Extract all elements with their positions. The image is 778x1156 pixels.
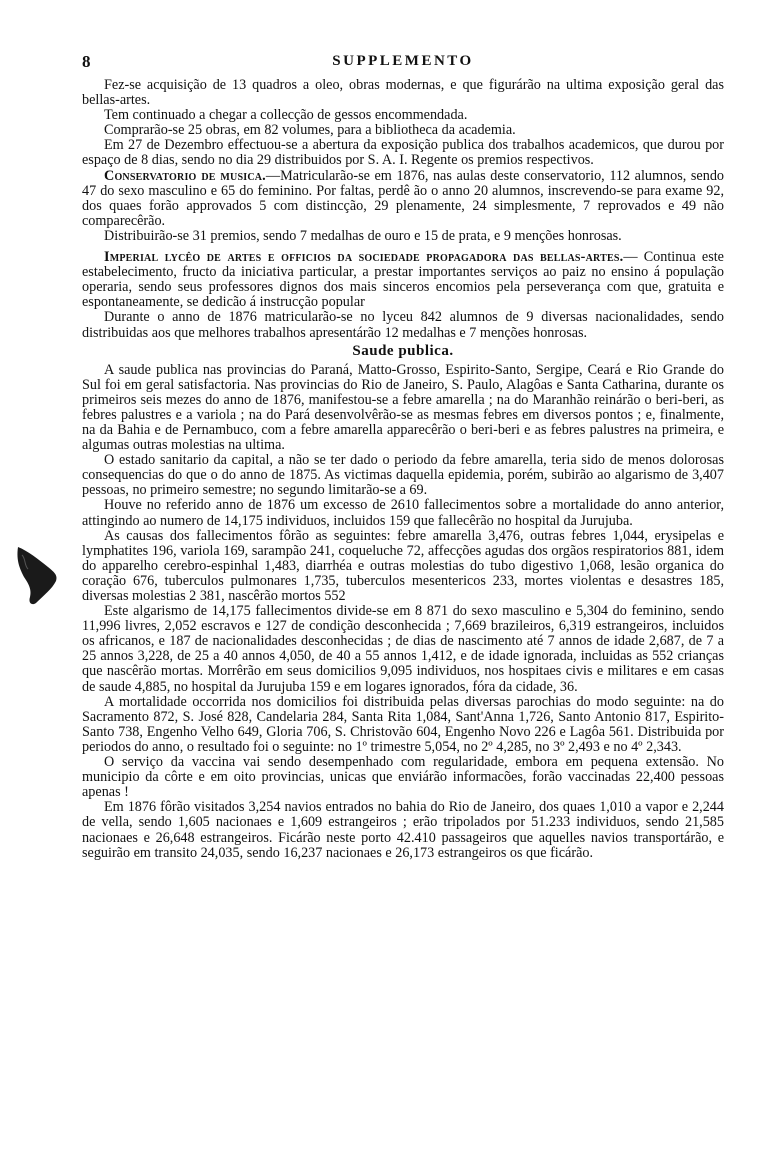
academy-section: [82, 78, 724, 169]
paragraph: Distribuirão-se 31 premios, sendo 7 medalhas de ouro e 15 de prata, e 9 menções honrosas.: [104, 227, 622, 244]
conservatorio-heading: Conservatorio de musica.: [104, 167, 266, 184]
paragraph: Durante o anno de 1876 matricularão-se no lyceu 842 alumnos de 9 diversas nacionalidades, sendo distribuidas aos que melhores trabalhos apresentárão 12 medalhas e 7 menções honrosas.: [82, 309, 724, 341]
page-number: 8: [82, 52, 91, 71]
section-title: Saude publica.: [352, 342, 454, 359]
conservatorio-section: [82, 169, 724, 244]
document-page: [82, 52, 724, 861]
ink-stain-mark: [14, 545, 60, 607]
paragraph: [82, 250, 724, 310]
paragraph: Tem continuado a chegar a collecção de gessos encommendada.: [104, 107, 468, 124]
paragraph: Este algarismo de 14,175 fallecimentos divide-se em 8 871 do sexo masculino e 5,304 do feminino, sendo 11,996 livres, 2,052 escravos e 127 de condição desconhecida ; 7,669 brazileiros, 6,319 estrangeiros, incluidos os africanos, e 187 de nacionalidades desconhecidas ; de dias de nascimento até 7 annos de idade 2,687, de 7 a 25 annos 3,228, de 25 a 40 annos 4,050, de 40 a 55 annos 1,412, e de idade ignorada, incluidas as 552 crianças que nascêrão mortas. Morrêrão em seus domicilios 9,095 individuos, nos hospitaes civis e militares e em casas de saude 4,885, no hospital da Jurujuba 159 e em logares ignorados, fóra da cidade, 36.: [82, 603, 724, 695]
paragraph-text: — Continua este estabelecimento, fructo da iniciativa particular, a prestar importantes serviços ao paiz no ensino á população operaria, sendo seus professores dignos dos mais sinceros encomios pela perseverança com que, gratuita e espontaneamente, se dedicão á instrucção popular: [82, 249, 724, 311]
paragraph-text: —Matricularão-se em 1876, nas aulas deste conservatorio, 112 alumnos, sendo 47 do sexo masculino e 65 do feminino. Por faltas, perdê ão o anno 20 alumnos, inscrevendo-se para exame 92, dos quaes forão approvados 5 com distincção, 29 plenamente, 24 simplesmente, 7 reprovados e 49 não comparecêrão.: [82, 167, 725, 229]
paragraph: Comprarão-se 25 obras, em 82 volumes, para a bibliotheca da academia.: [104, 122, 516, 139]
saude-section: [82, 343, 724, 861]
paragraph: Houve no referido anno de 1876 um excesso de 2610 fallecimentos sobre a mortalidade do anno anterior, attingindo ao numero de 14,175 individuos, incluidos 159 que fallecêrão no hospital da Jurujuba.: [82, 497, 724, 529]
paragraph: O estado sanitario da capital, a não se ter dado o periodo da febre amarella, teria sido de menos dolorosas consequencias do que o do anno de 1875. As victimas daquella epidemia, porém, subirão ao algarismo de 3,407 pessoas, no primeiro semestre; no segundo limitarão-se a 69.: [82, 452, 724, 499]
paragraph: [82, 169, 724, 229]
paragraph: Em 1876 fôrão visitados 3,254 navios entrados no bahia do Rio de Janeiro, dos quaes 1,010 a vapor e 2,244 de vella, sendo 1,605 nacionaes e 1,609 estrangeiros ; erão tripolados por 51.233 individuos, sendo 21,585 nacionaes e 26,648 estrangeiros. Ficárão neste porto 42.410 passageiros que aquelles navios transportárão, e seguirão em transito 24,035, sendo 16,237 nacionaes e 26,173 estrangeiros os que ficárão.: [82, 799, 724, 861]
paragraph: As causas dos fallecimentos fôrão as seguintes: febre amarella 3,476, outras febres 1,044, erysipelas e lymphatites 196, variola 169, sarampão 241, coqueluche 72, affecções agudas dos orgãos respiratorios 881, idem do apparelho cerebro-espinhal 1,483, diarrhéa e outras molestias do tubo digestivo 1,068, lesão organica do coração 676, tuberculos pulmonares 1,735, tuberculos mesentericos 233, mortes violentas e desastres 185, diversas molestias 2 381, nascêrão mortos 552: [82, 527, 724, 604]
paragraph: Em 27 de Dezembro effectuou-se a abertura da exposição publica dos trabalhos academicos, que durou por espaço de 8 dias, sendo no dia 29 distribuidos por S. A. I. Regente os premios respectivos.: [82, 137, 724, 169]
running-head: SUPPLEMENTO: [332, 53, 474, 69]
page-header: [82, 52, 724, 78]
paragraph: A saude publica nas provincias do Paraná, Matto-Grosso, Espirito-Santo, Sergipe, Ceará e Rio Grande do Sul foi em geral satisfactoria. Nas provincias do Rio de Janeiro, S. Paulo, Alagôas e Santa Catharina, durante os primeiros seis mezes do anno de 1876, manifestou-se a febre amarella ; na do Maranhão reinárão o beri-beri, as febres palustres e a variola ; na do Pará desenvolvêrão-se as mesmas febres em diversos pontos ; e, finalmente, na da Bahia e de Pernambuco, com a febre amarella apparecêrão o beri-beri e as febres palustres na primeira, e algumas outras molestias na ultima.: [82, 361, 724, 454]
paragraph: Fez-se acquisição de 13 quadros a oleo, obras modernas, e que figurárão na ultima exposição geral das bellas-artes.: [82, 77, 724, 109]
lyceo-section: [82, 250, 724, 341]
paragraph: O serviço da vaccina vai sendo desempenhado com regularidade, embora em pequena extensão. No municipio da côrte e em oito provincias, unicas que enviárão informacões, forão vaccinadas 22,400 pessoas apenas !: [82, 754, 724, 801]
lyceo-heading: Imperial lycêo de artes e officios da sociedade propagadora das bellas-artes.: [104, 249, 624, 266]
paragraph: A mortalidade occorrida nos domicilios foi distribuida pelas diversas parochias do modo seguinte: na do Sacramento 872, S. José 828, Candelaria 284, Santa Rita 1,084, Sant'Anna 1,726, Santo Antonio 817, Espirito-Santo 738, Engenho Velho 649, Gloria 706, S. Christovão 604, Engenho Novo 226 e Lagôa 561. Distribuida por periodos do anno, o resultado foi o seguinte: no 1º trimestre 5,054, no 2º 4,285, no 3º 2,493 e no 4º 2,343.: [82, 693, 724, 755]
